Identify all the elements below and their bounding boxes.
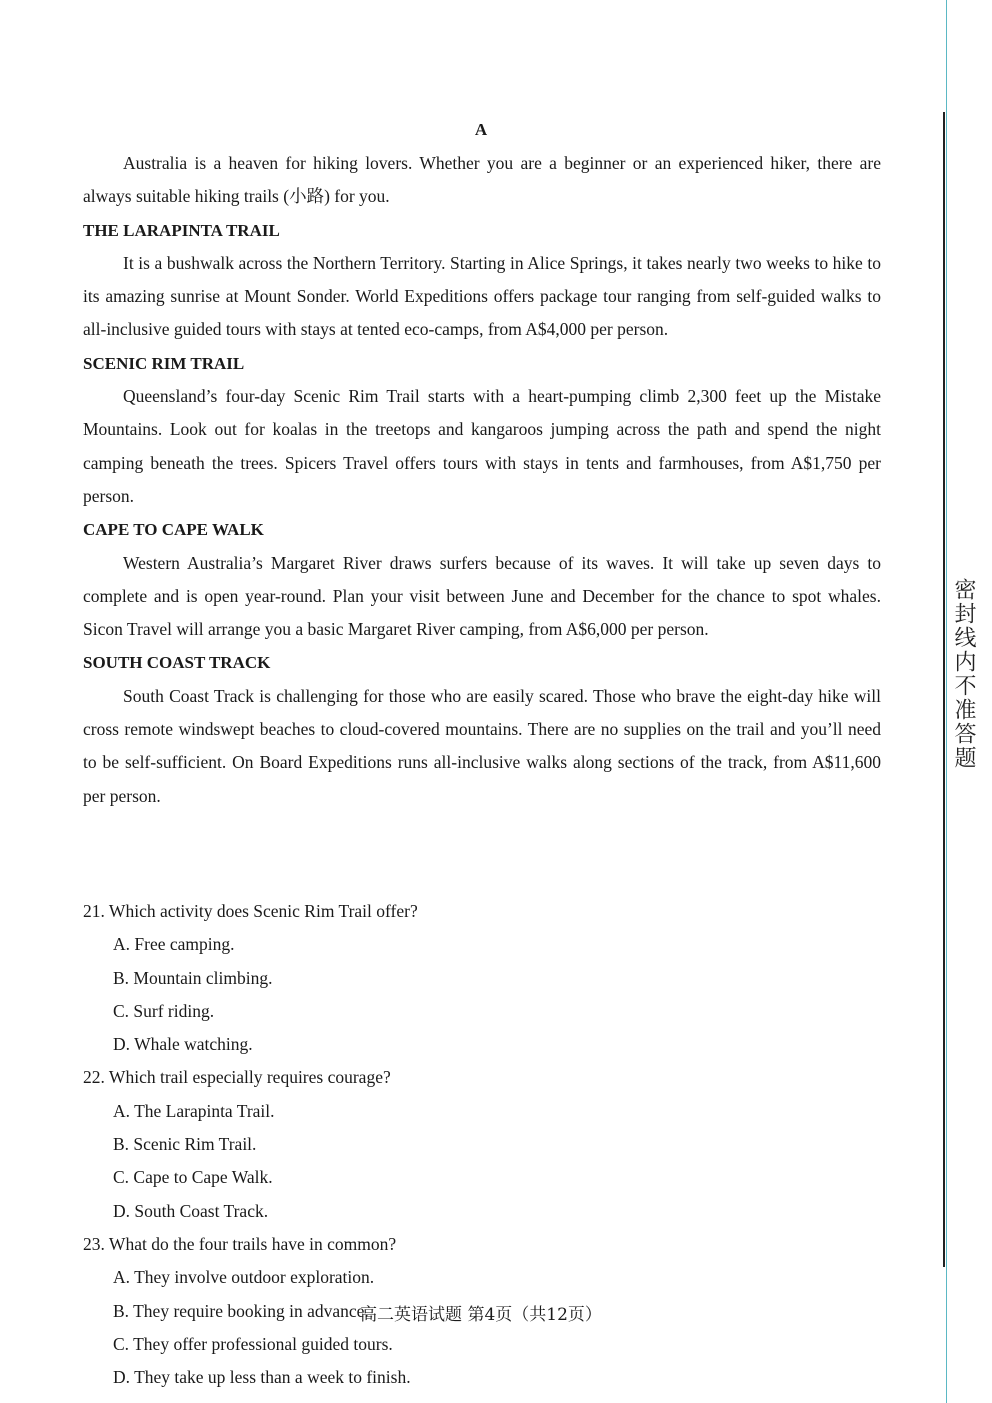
- trail-text-cape-to-cape: Western Australia’s Margaret River draws surfers because of its waves. It will take up seven days to complete and is open year-round. Plan your visit between June and December for the chance to spot whales. Sicon Travel will arrange you a basic Margaret River camping, from A$6,000 per person.: [83, 552, 881, 640]
- trail-text-south-coast: South Coast Track is challenging for those who are easily scared. Those who brave the eight-day hike will cross remote windswept beaches to cloud-covered mountains. There are no supplies on the trail and you’ll need to be self-sufficient. On Board Expeditions runs all-inclusive walks along sections of the track, from A$11,600 per person.: [83, 685, 881, 806]
- section-label: A: [474, 120, 488, 139]
- option-c[interactable]: C. Surf riding.: [113, 1000, 215, 1021]
- trail-title-cape-to-cape: CAPE TO CAPE WALK: [83, 520, 264, 540]
- option-b[interactable]: B. Scenic Rim Trail.: [113, 1134, 257, 1155]
- question-21: [83, 895, 881, 1061]
- option-b[interactable]: B. Mountain climbing.: [113, 967, 273, 988]
- option-d[interactable]: D. They take up less than a week to finish.: [113, 1367, 411, 1388]
- option-d[interactable]: D. Whale watching.: [113, 1034, 253, 1055]
- option-d[interactable]: D. South Coast Track.: [113, 1200, 269, 1221]
- option-a[interactable]: A. The Larapinta Trail.: [113, 1100, 275, 1121]
- page-footer: 高二英语试题 第4页（共12页）: [360, 1305, 602, 1325]
- question-stem: 21. Which activity does Scenic Rim Trail offer?: [83, 901, 418, 921]
- question-22: [83, 1061, 881, 1227]
- option-c[interactable]: C. They offer professional guided tours.: [113, 1333, 393, 1354]
- option-grid: [83, 928, 881, 1061]
- question-stem: 23. What do the four trails have in common?: [83, 1233, 397, 1254]
- trail-title-scenic-rim: SCENIC RIM TRAIL: [83, 353, 245, 373]
- option-a[interactable]: A. They involve outdoor exploration.: [113, 1267, 375, 1288]
- seal-line-note: 密封线内不准答题: [951, 578, 976, 770]
- option-c[interactable]: C. Cape to Cape Walk.: [113, 1167, 273, 1188]
- trail-title-south-coast: SOUTH COAST TRACK: [83, 653, 271, 673]
- option-grid: [83, 1095, 881, 1228]
- question-stem: 22. Which trail especially requires courage?: [83, 1067, 391, 1088]
- trail-title-larapinta: THE LARAPINTA TRAIL: [83, 220, 280, 240]
- option-b[interactable]: B. They require booking in advance.: [113, 1300, 369, 1321]
- trail-text-larapinta: It is a bushwalk across the Northern Territory. Starting in Alice Springs, it takes nearly two weeks to hike to its amazing sunrise at Mount Sonder. World Expeditions offers package tour ranging from self-guided walks to all-inclusive guided tours with stays at tented eco-camps, from A$4,000 per person.: [83, 252, 881, 340]
- passage: [83, 147, 881, 813]
- trail-text-scenic-rim: Queensland’s four-day Scenic Rim Trail starts with a heart-pumping climb 2,300 feet up the Mistake Mountains. Look out for koalas in the treetops and kangaroos jumping across the path and spend the night camping beneath the trees. Spicers Travel offers tours with stays in tents and farmhouses, from A$1,750 per person.: [83, 386, 881, 506]
- passage-intro: Australia is a heaven for hiking lovers. Whether you are a beginner or an experienced hiker, there are always suitable hiking trails (小路) for you.: [83, 153, 881, 207]
- option-a[interactable]: A. Free camping.: [113, 934, 235, 955]
